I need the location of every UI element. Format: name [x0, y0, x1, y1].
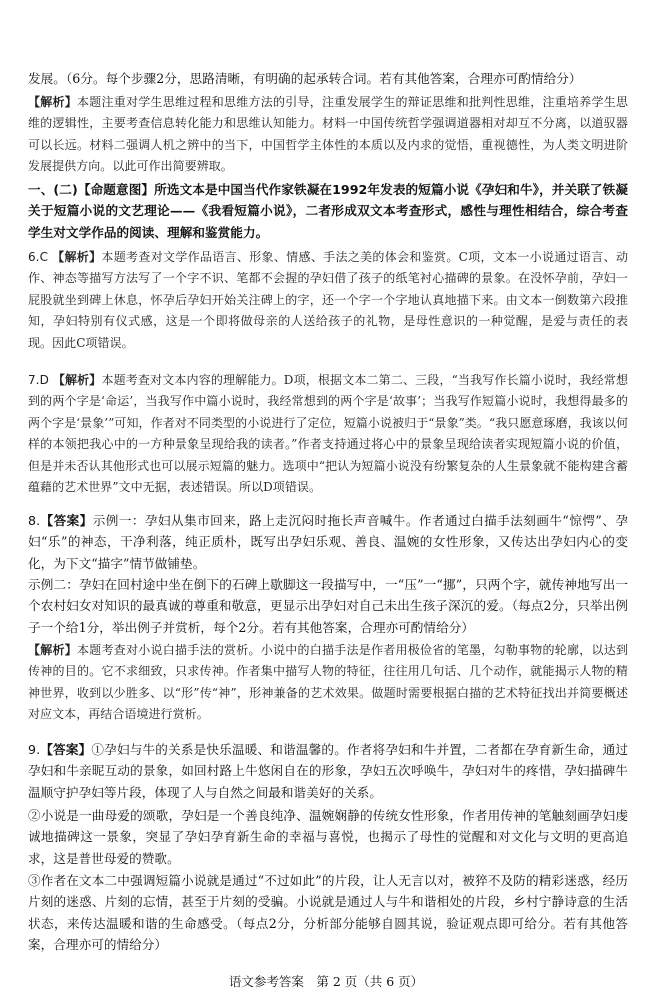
analysis-tag: 【解析】 [28, 95, 77, 109]
question-9-point-3: ③作者在文本二中强调短篇小说就是通过“不过如此”的片段，让人无言以对，被猝不及防的精彩迷惑，经历片刻的迷惑、片刻的忘情，甚至于片刻的受骗。小说就是通过人与牛和谐相处的片段，乡村宁静诗意的生活状态，来传达温暖和谐的生命感受。（每点2分，分析部分能够自圆其说，验证观点即可给分。若有其他答案，合理亦可的情给分） [28, 873, 628, 953]
question-number: 6. [28, 250, 40, 264]
question-6: 6.C 【解析】本题考查对文学作品语言、形象、情感、手法之美的体会和鉴赏。C项，文本一小说通过语言、动作、神态等描写方法写了一个字不识、笔都不会握的孕妇借了孩子的纸笔衬心描碑的景象。在没怀孕前，孕妇一屁股就坐到碑上休息，怀孕后孕妇开始关注碑上的字，还一个字一个字地认真地描下来。由文本一倒数第六段推知，孕妇特别有仪式感，这是一个即将做母亲的人送给孩子的礼物，是母性意识的一种觉醒，是爱与责任的表现。因此C项错误。 [28, 250, 628, 350]
intent-tag: 【命题意图】 [77, 182, 155, 197]
question-number: 8. [28, 513, 41, 528]
paragraph-q5-analysis: 【解析】本题注重对学生思维过程和思维方法的引导，注重发展学生的辩证思维和批判性思维，注重培养学生思维的逻辑性，主要考查信息转化能力和思维认知能力。材料一中国传统哲学强调道器相对却互不分离，以道驭器可以长远。材料二强调人机之辨中的当下，中国哲学主体性的本质以及内求的觉悟，重视德性，为人类文明进阶发展提供方向。以此可作出简要辨取。 [28, 95, 628, 174]
question-9-point-1: 9.【答案】①孕妇与牛的关系是快乐温暖、和谐温馨的。作者将孕妇和牛并置，二者都在孕育新生命，通过孕妇和牛亲昵互动的景象，如回村路上牛悠闲自在的形象，孕妇五次呼唤牛，孕妇对牛的疼惜，孕妇描碑牛温顺守护孕妇等片段，体现了人与自然之间最和谐美好的关系。 [28, 742, 628, 800]
question-8-example-1: 8.【答案】示例一：孕妇从集市回来，路上走沉闷时拖长声音喊牛。作者通过白描手法刻画牛“惊愕”、孕妇“乐”的神态，干净利落，纯正质朴，既写出孕妇乐观、善良、温婉的女性形象，又传达出孕妇内心的变化，为下文“描字”情节做铺垫。 [28, 513, 628, 571]
question-number: 7. [28, 373, 40, 387]
question-8-analysis: 【解析】本题考查对小说白描手法的赏析。小说中的白描手法是作者用极俭省的笔墨，勾勒事物的轮廓，以达到传神的目的。它不求细致，只求传神。作者集中描写人物的特征，往往用几句话、几个动作，就能揭示人物的精神世界，收到以少胜多、以“形”传“神”，形神兼备的艺术效果。做题时需要根据白描的艺术特征找出并简要概述对应文本，再结合语境进行赏析。 [28, 643, 628, 722]
answer-tag: 【答案】 [40, 513, 93, 528]
question-7: 7.D 【解析】本题考查对文本内容的理解能力。D项，根据文本二第二、三段，“当我写作长篇小说时，我经常想到的两个字是‘命运’，当我写作中篇小说时，我经常想到的两个字是‘故事’；当我写作短篇小说时，我想得最多的两个字是‘景象’”可知，作者对不同类型的小说进行了定位，短篇小说被归于“景象”类。“我只愿意琢磨，我该以何样的本领把我心中的一方种景象呈现给我的读者。”作者支持通过将心中的景象呈现给读者实现短篇小说的价值，但是并未否认其他形式也可以展示短篇的魅力。选项中“把认为短篇小说没有纷繁复杂的人生景象就不能构建含蓄蕴藉的艺术世界”文中无据，表述错误。所以D项错误。 [28, 373, 628, 495]
analysis-tag: 【解析】 [28, 643, 77, 657]
question-number: 9. [28, 742, 41, 757]
answer-letter: D [39, 373, 49, 387]
paragraph-q5-scoring: 发展。（6分。每个步骤2分，思路清晰，有明确的起承转合词。若有其他答案，合理亦可酌情给分） [28, 71, 582, 86]
answer-tag: 【答案】 [40, 742, 92, 757]
question-9-point-2: ②小说是一曲母爱的颂歌，孕妇是一个善良纯净、温婉娴静的传统女性形象，作者用传神的笔触刻画孕妇虔诚地描碑这一景象，突显了孕妇孕育新生命的幸福与喜悦，也揭示了母性的觉醒和对文化与文明的更高追求，这是普世母爱的赞歌。 [28, 808, 628, 866]
page-footer: 语文参考答案 第 2 页（共 6 页） [228, 974, 424, 989]
question-8-example-2: 示例二：孕妇在回村途中坐在倒下的石碑上歇脚这一段描写中，一“压”一“挪”，只两个字，就传神地写出一个农村妇女对知识的最真诚的尊重和敬意，更显示出孕妇对自己未出生孩子深沉的爱。（每点2分，只举出例子一个给1分，举出例子并赏析，每个2分。若有其他答案，合理亦可酌情给分） [28, 577, 628, 635]
answer-letter: C [39, 250, 48, 264]
section-two-intent: 一、(二)【命题意图】所选文本是中国当代作家铁凝在1992年发表的短篇小说《孕妇和牛》，并关联了铁凝关于短篇小说的文艺理论——《我看短篇小说》，二者形成双文本考查形式，感性与理性相结合，综合考查学生对文学作品的阅读、理解和鉴赏能力。 [28, 182, 628, 240]
section-label: 一、(二) [28, 182, 78, 197]
analysis-tag: 【解析】 [52, 373, 102, 387]
analysis-tag: 【解析】 [52, 250, 102, 264]
